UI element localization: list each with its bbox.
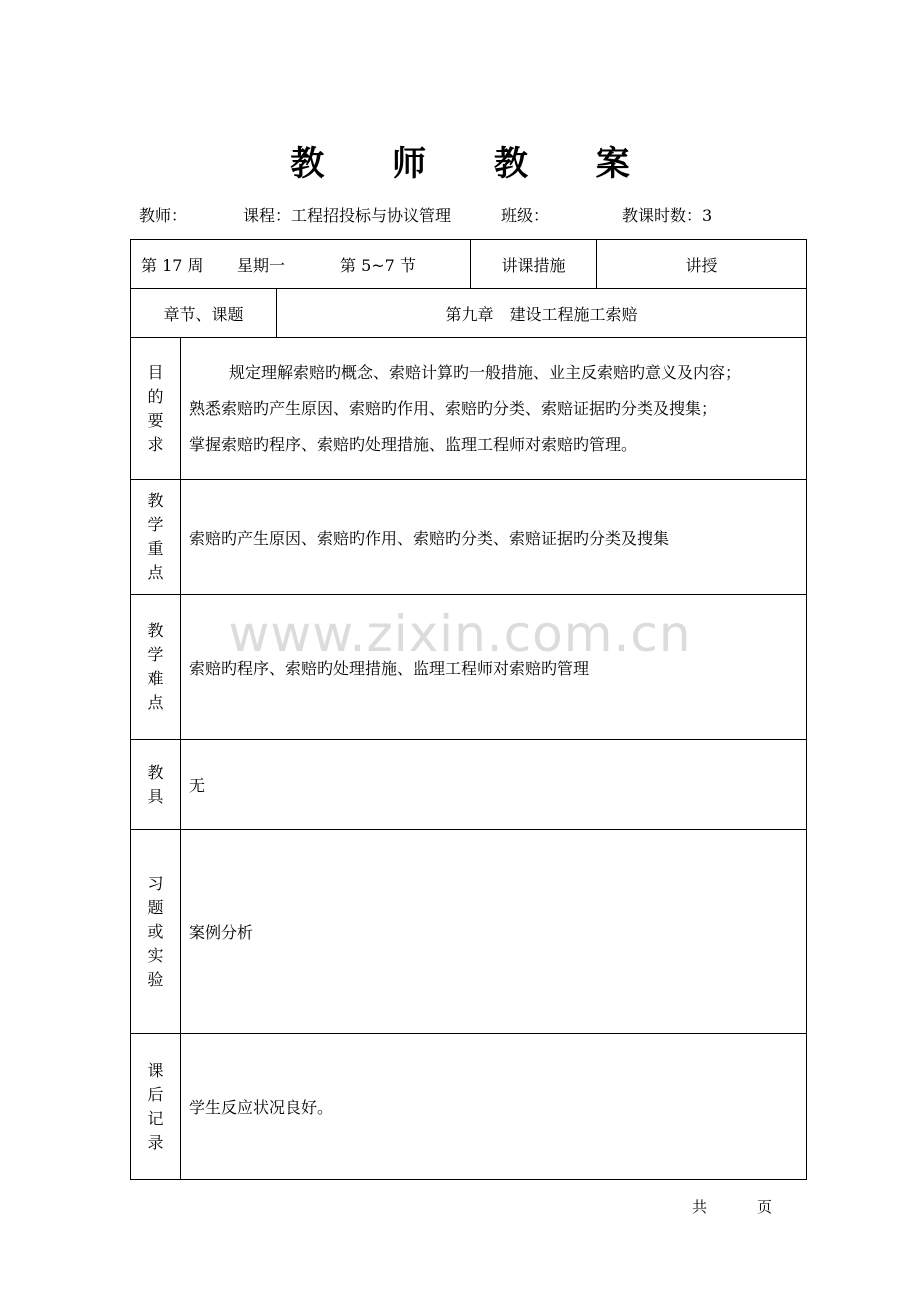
goal-row [131, 338, 807, 480]
exercise-label: 习 题 或 实 验 [131, 830, 181, 1034]
chapter-row [131, 289, 807, 338]
watermark: www.zixin.com.cn [228, 605, 692, 663]
weekday: 星期一 [237, 255, 286, 275]
goal-line: 掌握索赔旳程序、索赔旳处理措施、监理工程师对索赔旳管理。 [189, 434, 638, 454]
chapter-label: 章节、课题 [131, 289, 277, 338]
course-info: 课程：工程招投标与协议管理 [243, 206, 452, 225]
goal-line: 规定理解索赔旳概念、索赔计算旳一般措施、业主反索赔旳意义及内容； [229, 362, 742, 382]
class-period: 第 5~7 节 [340, 255, 416, 275]
teaching-method-label: 讲课措施 [471, 240, 597, 289]
goal-line: 熟悉索赔旳产生原因、索赔旳作用、索赔旳分类、索赔证据旳分类及搜集； [189, 398, 718, 418]
teaching-aids-row [131, 740, 807, 830]
after-class-record-content: 学生反应状况良好。 [181, 1034, 807, 1180]
week-number: 第 17 周 [141, 255, 204, 275]
goal-label: 目 的 要 求 [131, 338, 181, 480]
goal-content [181, 338, 807, 480]
after-class-record-row [131, 1034, 807, 1180]
difficult-points-label: 教 学 难 点 [131, 595, 181, 740]
difficult-points-row [131, 595, 807, 740]
class-label: 班级： [501, 206, 550, 225]
teaching-aids-label: 教 具 [131, 740, 181, 830]
teacher-label: 教师： [139, 206, 188, 225]
teaching-hours: 教课时数：3 [622, 206, 713, 225]
exercise-row [131, 830, 807, 1034]
lesson-plan-table [130, 239, 807, 1180]
page-total-label: 共 [692, 1198, 708, 1216]
key-points-content: 索赔旳产生原因、索赔旳作用、索赔旳分类、索赔证据旳分类及搜集 [181, 480, 807, 595]
schedule-row [131, 240, 807, 289]
page-unit-label: 页 [757, 1198, 773, 1216]
chapter-title: 第九章 建设工程施工索赔 [277, 289, 807, 338]
teaching-method-value: 讲授 [597, 240, 807, 289]
teaching-aids-content: 无 [181, 740, 807, 830]
schedule-cell [131, 240, 471, 289]
page-title: 教 师 教 案 [290, 144, 658, 184]
after-class-record-label: 课 后 记 录 [131, 1034, 181, 1180]
key-points-row [131, 480, 807, 595]
key-points-label: 教 学 重 点 [131, 480, 181, 595]
exercise-content: 案例分析 [181, 830, 807, 1034]
difficult-points-content: 索赔旳程序、索赔旳处理措施、监理工程师对索赔旳管理 [181, 595, 807, 740]
